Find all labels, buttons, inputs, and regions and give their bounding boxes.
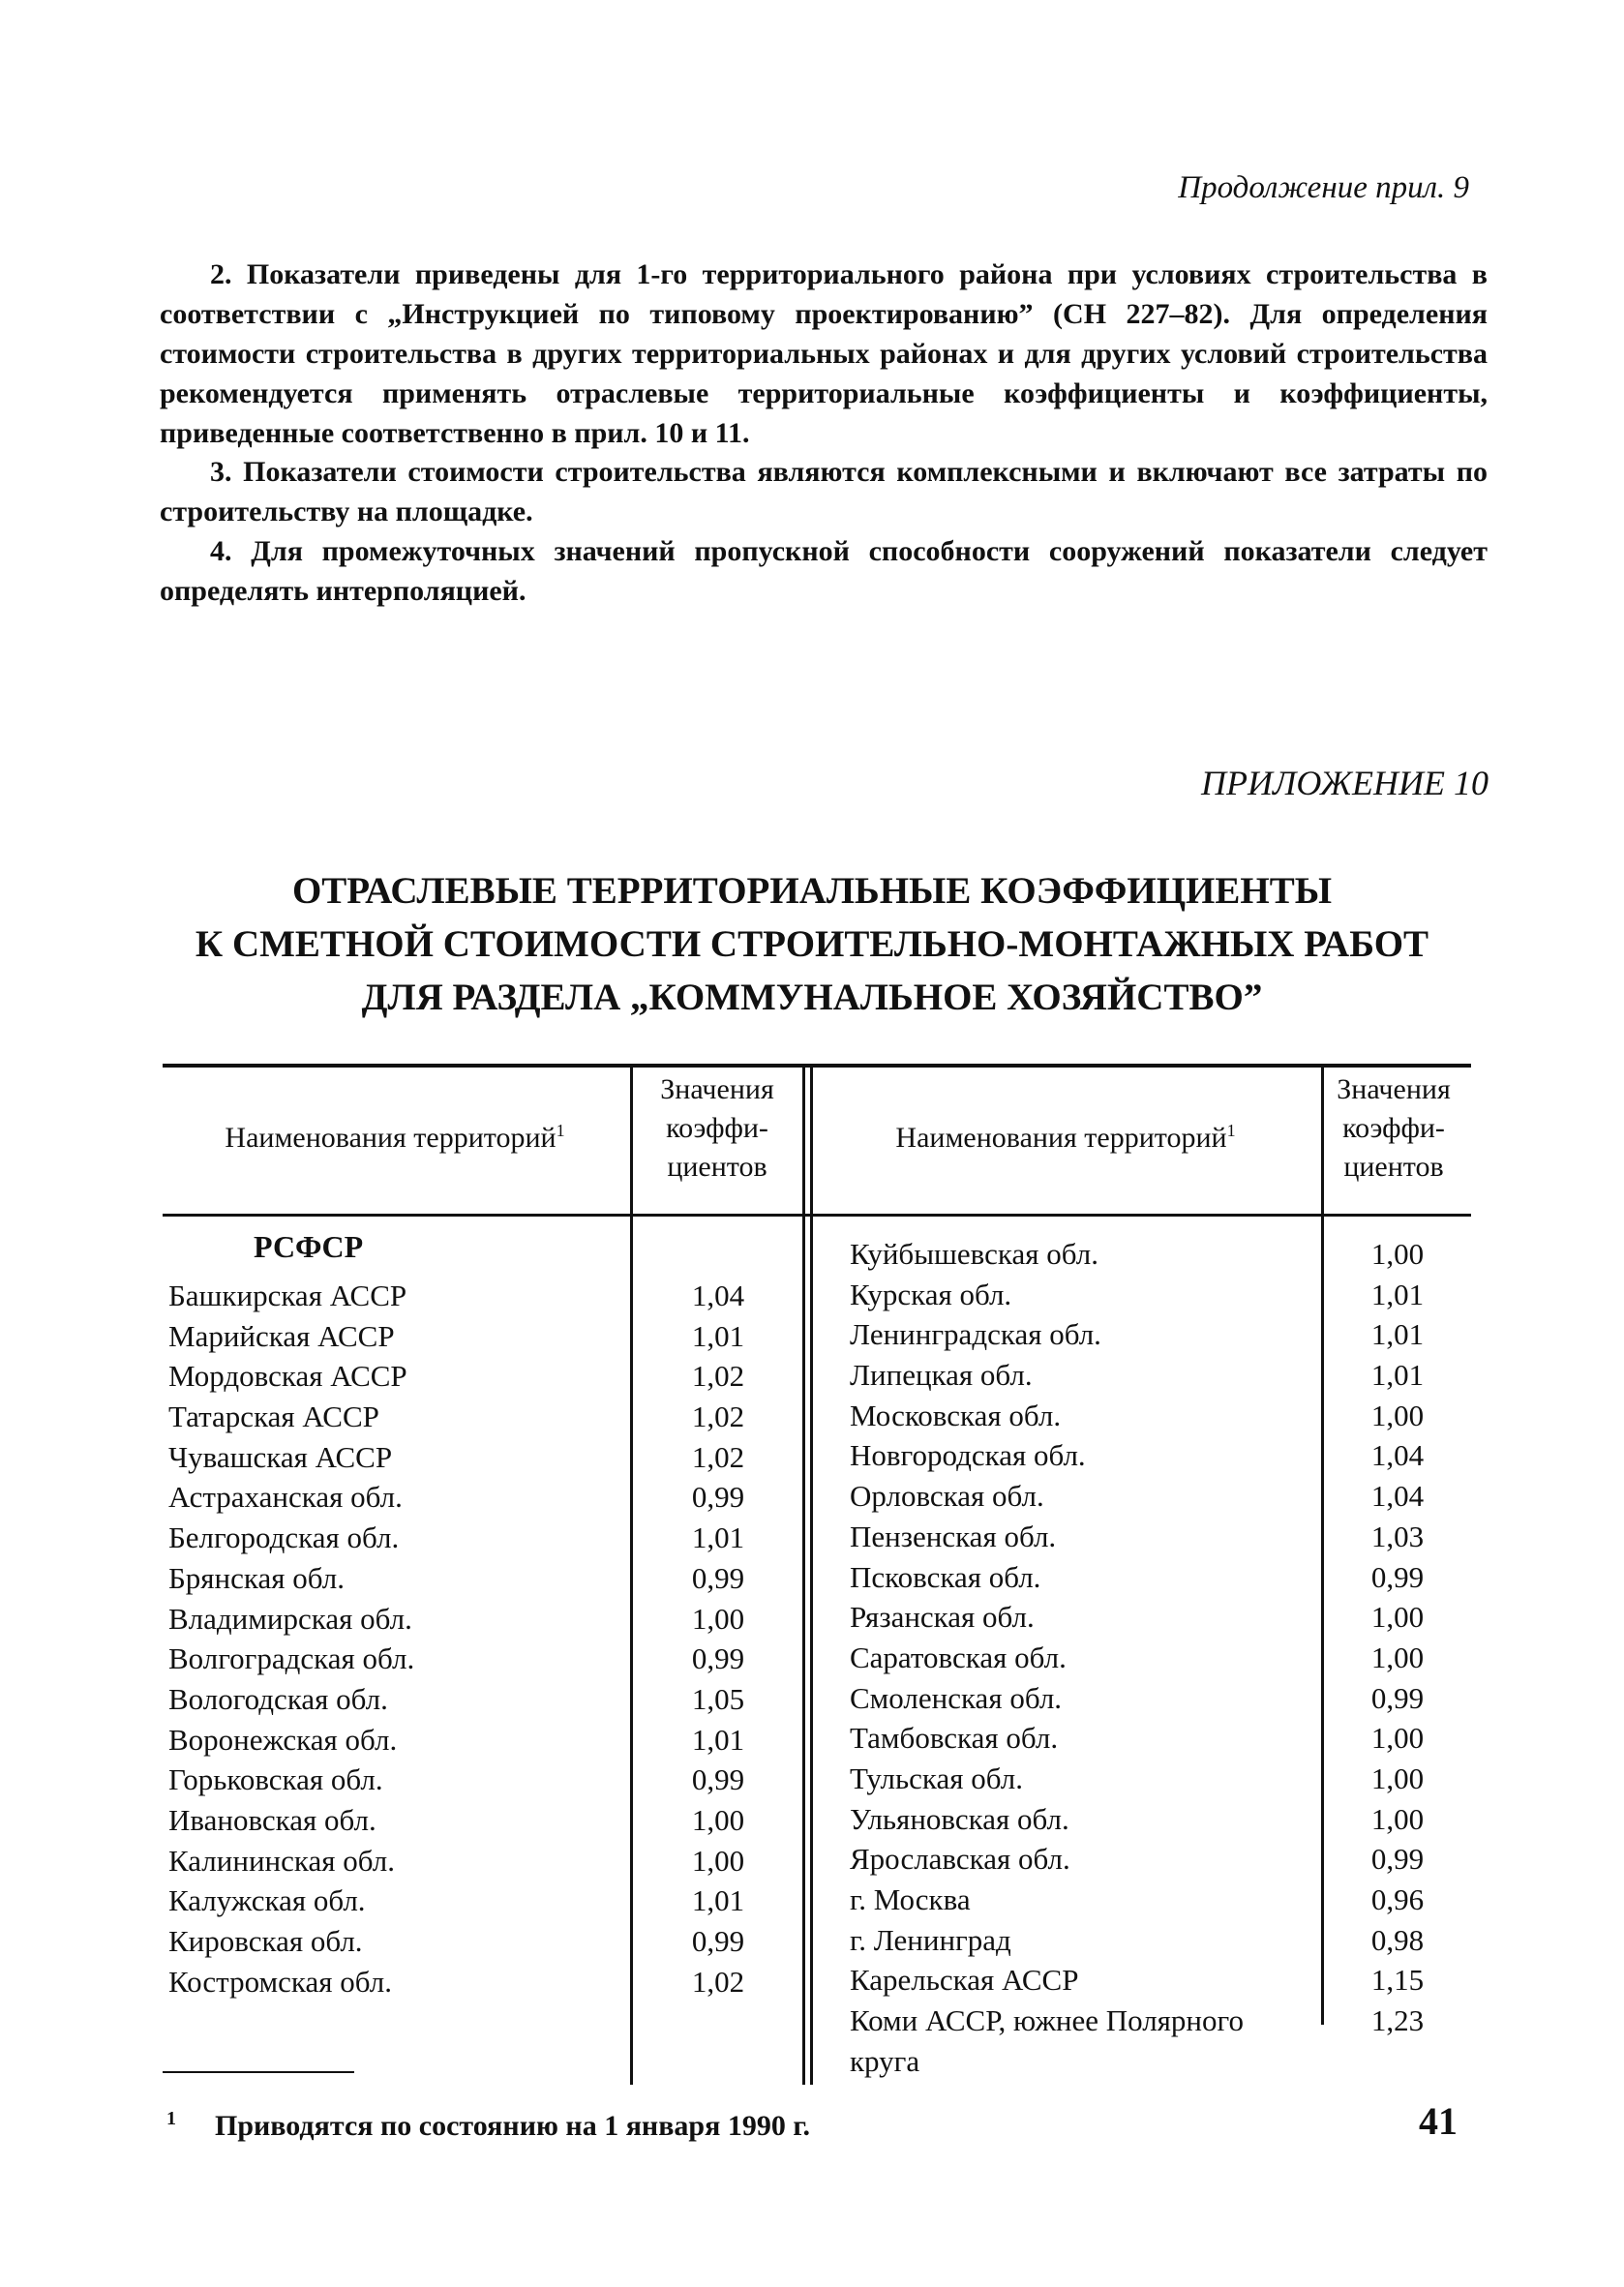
- coefficient-value: 1,05: [691, 1681, 745, 1716]
- right-rows: [850, 1234, 1244, 2081]
- footnote-rule: [163, 2071, 354, 2073]
- coefficient-value: 1,02: [691, 1399, 745, 1434]
- coefficient-value: 1,04: [1370, 1479, 1425, 1514]
- table-row: Московская обл.: [850, 1398, 1062, 1432]
- coefficient-value: 0,99: [1370, 1842, 1425, 1877]
- title-line-1: ОТРАСЛЕВЫЕ ТЕРРИТОРИАЛЬНЫЕ КОЭФФИЦИЕНТЫ: [291, 870, 1333, 912]
- coefficient-value: 1,02: [691, 1359, 745, 1394]
- coefficient-value: 1,00: [691, 1843, 745, 1878]
- table-row: Рязанская обл.: [850, 1600, 1035, 1635]
- footnote-text: Приводятся по состоянию на 1 января 1990 г.: [215, 2110, 811, 2142]
- coefficient-value: 1,00: [1370, 1760, 1425, 1795]
- table-row: Псковская обл.: [850, 1559, 1041, 1594]
- table-row: Тамбовская обл.: [850, 1721, 1059, 1756]
- coefficient-value: 1,01: [691, 1883, 745, 1918]
- table-row: Орловская обл.: [850, 1479, 1044, 1514]
- coefficient-value: 1,23: [1370, 2003, 1425, 2038]
- table-row: Калининская обл.: [168, 1843, 395, 1878]
- table-row: Белгородская обл.: [168, 1520, 400, 1555]
- header-names-left: Наименования территорий$^1$: [225, 1121, 565, 1154]
- coefficient-value: 1,04: [1370, 1438, 1425, 1473]
- footnote-mark: 1: [166, 2108, 176, 2129]
- coefficient-value: 1,00: [691, 1802, 745, 1837]
- header-values-right: Значения коэффи- циентов: [1337, 1073, 1451, 1183]
- table-row: Кировская обл.: [168, 1924, 363, 1958]
- table-row: Липецкая обл.: [850, 1358, 1033, 1393]
- table-top-rule: [163, 1064, 1471, 1068]
- table-row: Башкирская АССР: [168, 1279, 407, 1312]
- coefficient-value: 0,99: [1370, 1680, 1425, 1715]
- table-row: Саратовская обл.: [850, 1640, 1067, 1674]
- note-2: 2. Показатели приведены для 1-го территориального района при условиях строительства в соответствии с „Инструкцией по типовому проектированию” (СН 227–82). Для определения стоимости строительства в других территориальных районах и для других условий строительства рекомендуется применять отраслевые территориальные коэффициенты и коэффициенты, приведенные соответственно в прил. 10 и 11.: [160, 258, 1488, 449]
- header-names-right: Наименования территорий$^1$: [895, 1121, 1236, 1154]
- coefficient-value: 1,02: [691, 1439, 745, 1474]
- table-row: Карельская АССР: [850, 1963, 1079, 1998]
- table-row: Ульяновская обл.: [850, 1801, 1069, 1836]
- table-row: Костромская обл.: [168, 1964, 392, 1999]
- coefficient-value: 1,00: [691, 1601, 745, 1636]
- table-row: г. Ленинград: [850, 1922, 1011, 1957]
- table-row: Астраханская обл.: [168, 1480, 403, 1515]
- table-row: Ивановская обл.: [168, 1802, 376, 1837]
- coefficient-value: 1,03: [1370, 1519, 1425, 1553]
- coefficient-value: 1,01: [691, 1722, 745, 1757]
- note-3: 3. Показатели стоимости строительства являются комплексными и включают все затраты по строительству на площадке.: [160, 456, 1488, 527]
- table-row: Калужская обл.: [168, 1883, 366, 1918]
- divider-right-value: [1321, 1067, 1324, 2025]
- table-row: Курская обл.: [850, 1277, 1012, 1311]
- table-row: Коми АССР, южнее Полярного: [850, 2003, 1244, 2038]
- coefficient-value: 1,01: [1370, 1277, 1425, 1311]
- coefficient-value: 1,00: [1370, 1801, 1425, 1836]
- table-row: Татарская АССР: [168, 1399, 379, 1434]
- page-number: 41: [1419, 2099, 1458, 2143]
- coefficient-value: 0,99: [691, 1641, 745, 1676]
- coefficient-value: 1,01: [691, 1520, 745, 1555]
- coefficient-value: 0,99: [1370, 1559, 1425, 1594]
- table-row: Куйбышевская обл.: [850, 1237, 1098, 1271]
- title-line-2: К СМЕТНОЙ СТОИМОСТИ СТРОИТЕЛЬНО-МОНТАЖНЫХ РАБОТ: [195, 923, 1429, 965]
- table-row: Тульская обл.: [850, 1760, 1023, 1795]
- divider-left-value: [630, 1067, 633, 2085]
- note-4: 4. Для промежуточных значений пропускной способности сооружений показатели следует определять интерполяцией.: [160, 535, 1488, 607]
- coefficient-value: 0,98: [1370, 1922, 1425, 1957]
- table-row: г. Москва: [850, 1882, 971, 1916]
- table-row: Ярославская обл.: [850, 1842, 1070, 1877]
- left-values: [641, 1276, 796, 2001]
- divider-double-2: [810, 1067, 813, 2085]
- table-row-continuation: круга: [850, 2043, 920, 2078]
- table-row: Владимирская обл.: [168, 1601, 412, 1636]
- coefficient-value: 1,01: [1370, 1317, 1425, 1352]
- coefficient-value: 1,00: [1370, 1600, 1425, 1635]
- appendix-label: ПРИЛОЖЕНИЕ 10: [1201, 764, 1489, 802]
- coefficient-value: 1,04: [691, 1279, 745, 1312]
- table-row: Волгоградская обл.: [168, 1641, 415, 1676]
- coefficient-value: 1,00: [1370, 1398, 1425, 1432]
- coefficient-value: 0,99: [691, 1762, 745, 1797]
- table-row: Воронежская обл.: [168, 1722, 398, 1757]
- table-row: Ленинградская обл.: [850, 1317, 1101, 1352]
- table-row: Брянская обл.: [168, 1560, 345, 1595]
- right-values: [1328, 1234, 1467, 2041]
- group-label-rsfsr: РСФСР: [254, 1229, 364, 1264]
- table-row: Смоленская обл.: [850, 1680, 1063, 1715]
- table-header-rule: [163, 1214, 1471, 1217]
- table-row: Новгородская обл.: [850, 1438, 1086, 1473]
- coefficient-value: 1,02: [691, 1964, 745, 1999]
- coefficient-value: 1,00: [1370, 1640, 1425, 1674]
- table-row: Мордовская АССР: [168, 1359, 407, 1394]
- table-row: Марийская АССР: [168, 1318, 395, 1353]
- coefficient-value: 1,15: [1370, 1963, 1425, 1998]
- appendix-title: [0, 864, 1624, 1024]
- title-line-3: ДЛЯ РАЗДЕЛА „КОММУНАЛЬНОЕ ХОЗЯЙСТВО”: [361, 977, 1263, 1018]
- coefficient-value: 1,00: [1370, 1237, 1425, 1271]
- coefficient-value: 1,01: [1370, 1358, 1425, 1393]
- header-values-left: Значения коэффи- циентов: [660, 1073, 774, 1183]
- coefficient-value: 0,96: [1370, 1882, 1425, 1916]
- coefficient-value: 1,01: [691, 1318, 745, 1353]
- coefficient-value: 1,00: [1370, 1721, 1425, 1756]
- coefficient-value: 0,99: [691, 1560, 745, 1595]
- coefficient-value: 0,99: [691, 1924, 745, 1958]
- table-row: Вологодская обл.: [168, 1681, 388, 1716]
- divider-double-1: [802, 1067, 805, 2085]
- continuation-label: Продолжение прил. 9: [1178, 170, 1469, 205]
- table-row: Горьковская обл.: [168, 1762, 383, 1797]
- coefficient-value: 0,99: [691, 1480, 745, 1515]
- left-rows: [168, 1276, 414, 2001]
- table-row: Чувашская АССР: [168, 1439, 393, 1474]
- table-row: Пензенская обл.: [850, 1519, 1057, 1553]
